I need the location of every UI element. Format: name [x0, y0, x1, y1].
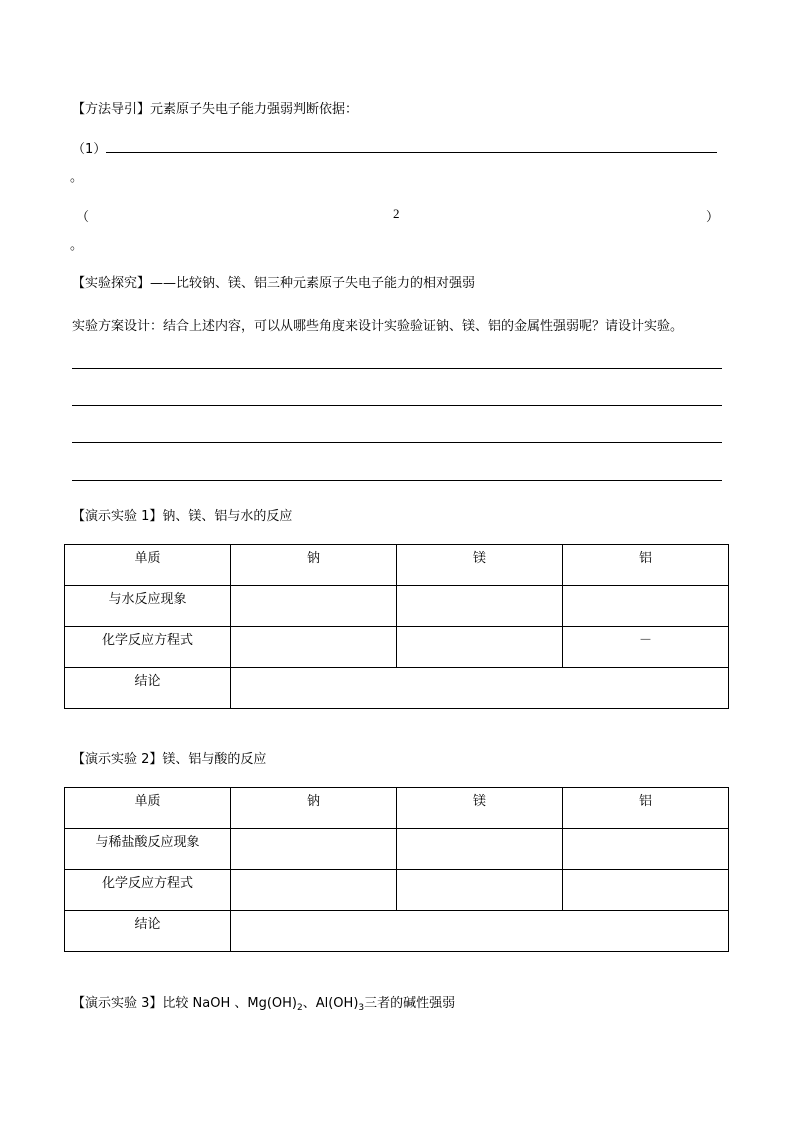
answer-cell[interactable] [563, 870, 729, 911]
header-cell: 单质 [65, 545, 231, 586]
item1-end: 。 [70, 170, 84, 185]
answer-cell[interactable] [397, 627, 563, 668]
answer-cell[interactable] [563, 586, 729, 627]
item2-number: 2 [393, 206, 400, 221]
demo2-heading: 【演示实验 2】镁、铝与酸的反应 [72, 752, 267, 767]
answer-cell[interactable] [231, 870, 397, 911]
answer-cell[interactable] [397, 586, 563, 627]
answer-cell[interactable] [397, 870, 563, 911]
header-cell: 铝 [563, 545, 729, 586]
demo3-heading-prefix: 【演示实验 3】比较 NaOH 、Mg(OH) [72, 996, 297, 1011]
item2-open-paren: （ [76, 210, 90, 225]
conclusion-cell[interactable] [231, 668, 729, 709]
demo3-heading [72, 992, 455, 1013]
subscript-2: 2 [297, 1003, 303, 1013]
header-cell: 钠 [231, 788, 397, 829]
design-prompt: 实验方案设计：结合上述内容，可以从哪些角度来设计实验验证钠、镁、铝的金属性强弱呢？请设计实验。 [72, 319, 684, 334]
row-label: 化学反应方程式 [65, 627, 231, 668]
header-cell: 单质 [65, 788, 231, 829]
table-row [65, 545, 729, 586]
answer-cell[interactable] [397, 829, 563, 870]
answer-cell[interactable] [231, 829, 397, 870]
header-cell: 镁 [397, 788, 563, 829]
table-row [65, 586, 729, 627]
item1-blank-line[interactable] [106, 152, 717, 153]
answer-line-3[interactable] [72, 442, 722, 443]
conclusion-cell[interactable] [231, 911, 729, 952]
item2-end: 。 [70, 238, 84, 253]
demo3-heading-mid: 、Al(OH) [302, 996, 359, 1011]
header-cell: 铝 [563, 788, 729, 829]
answer-cell[interactable] [231, 627, 397, 668]
answer-line-1[interactable] [72, 368, 722, 369]
row-label: 与水反应现象 [65, 586, 231, 627]
item2-close-paren: ） [706, 210, 720, 225]
row-label: 化学反应方程式 [65, 870, 231, 911]
method-guide-heading: 【方法导引】元素原子失电子能力强弱判断依据： [72, 102, 359, 117]
header-cell: 镁 [397, 545, 563, 586]
dash-cell: － [563, 627, 729, 668]
table-row [65, 870, 729, 911]
row-label: 与稀盐酸反应现象 [65, 829, 231, 870]
row-label: 结论 [65, 668, 231, 709]
table-row [65, 829, 729, 870]
subscript-3: 3 [358, 1003, 365, 1013]
row-label: 结论 [65, 911, 231, 952]
answer-cell[interactable] [231, 586, 397, 627]
table-row [65, 911, 729, 952]
exploration-heading: 【实验探究】——比较钠、镁、铝三种元素原子失电子能力的相对强弱 [72, 276, 476, 291]
table-row [65, 668, 729, 709]
item1-label: （1） [72, 142, 107, 157]
answer-line-2[interactable] [72, 405, 722, 406]
demo3-heading-suffix: 三者的碱性强弱 [364, 996, 456, 1011]
answer-cell[interactable] [563, 829, 729, 870]
table-row [65, 788, 729, 829]
demo2-table [64, 787, 729, 952]
answer-line-4[interactable] [72, 480, 722, 481]
table-row [65, 627, 729, 668]
header-cell: 钠 [231, 545, 397, 586]
demo1-heading: 【演示实验 1】钠、镁、铝与水的反应 [72, 509, 293, 524]
demo1-table [64, 544, 729, 709]
